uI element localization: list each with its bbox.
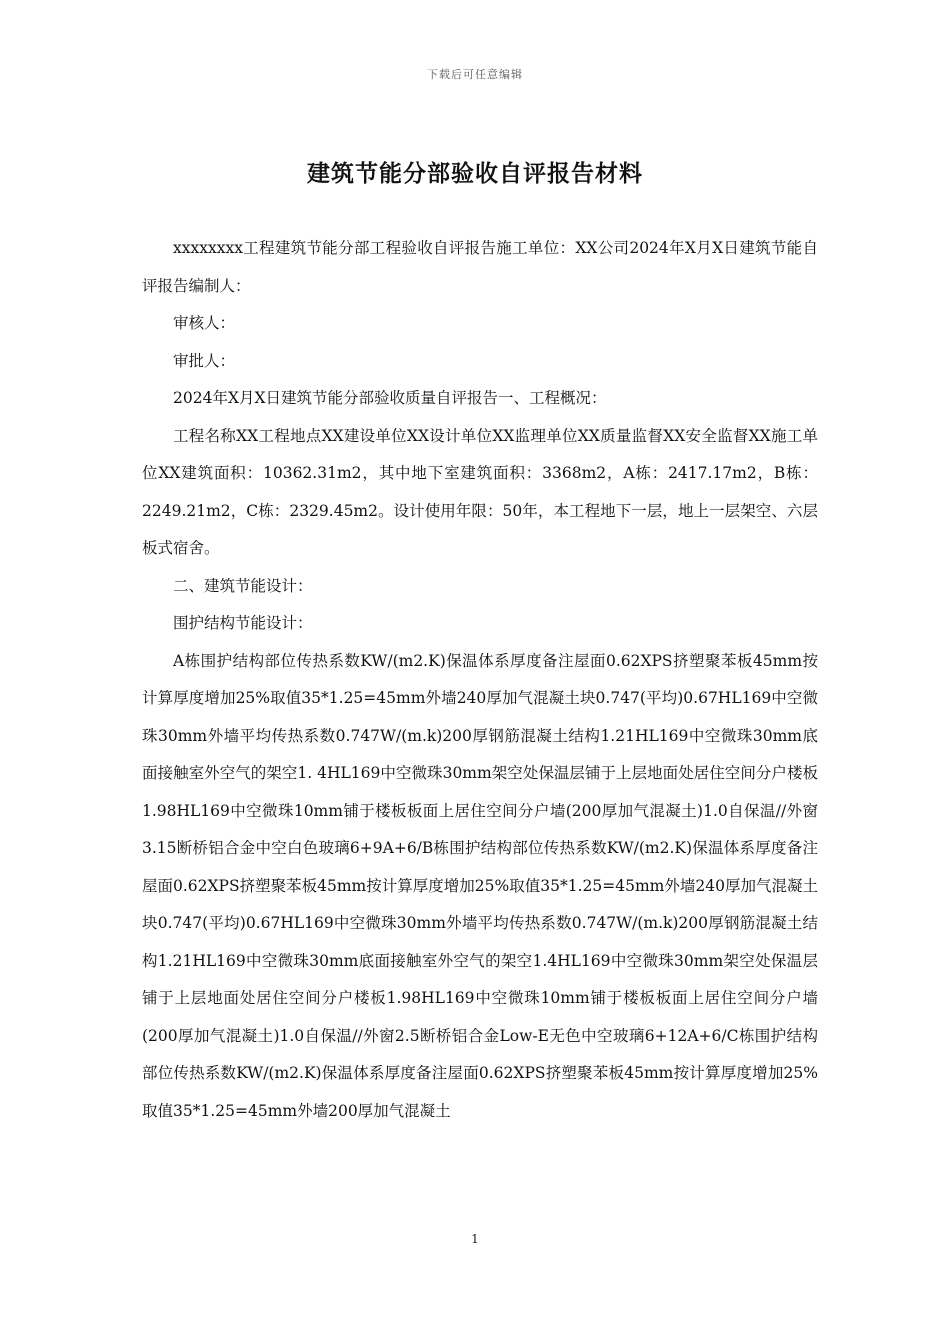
paragraph-approver: 审批人： xyxy=(173,351,236,370)
paragraph-intro: xxxxxxxx工程建筑节能分部工程验收自评报告施工单位：XX公司2024年X月X日建筑节能自评报告编制人： xyxy=(142,239,818,295)
subsection-heading-envelope: 围护结构节能设计： xyxy=(173,614,313,632)
paragraph-date-overview: 2024年X月X日建筑节能分部验收质量自评报告一、工程概况： xyxy=(173,389,607,407)
page-number: 1 xyxy=(471,1232,479,1246)
paragraph-project-info: 工程名称XX工程地点XX建设单位XX设计单位XX监理单位XX质量监督XX安全监督XX施工单位XX建筑面积：10362.31m2，其中地下室建筑面积：3368m2，A栋：2417.17m2，B栋：2249.21m2，C栋：2329.45m2。设计使用年限：50年，本工程地下一层，地上一层架空、六层板式宿舍。 xyxy=(142,426,818,557)
section-heading-energy-design: 二、建筑节能设计： xyxy=(173,576,313,595)
page-header: 下载后可任意编辑 xyxy=(427,68,523,81)
paragraph-reviewer: 审核人： xyxy=(173,314,236,332)
paragraph-envelope-details: A栋围护结构部位传热系数KW/(m2.K)保温体系厚度备注屋面0.62XPS挤塑聚苯板45mm按计算厚度增加25%取值35*1.25=45mm外墙240厚加气混凝土块0.747(平均)0.67HL169中空微珠30mm外墙平均传热系数0.747W/(m.k)200厚钢筋混凝土结构1.21HL169中空微珠30mm底面接触室外空气的架空1. 4HL169中空微珠30mm架空处保温层铺于上层地面处居住空间分户楼板1.98HL169中空微珠10mm铺于楼板板面上居住空间分户墙(200厚加气混凝土)1.0自保温//外窗3.15断桥铝合金中空白色玻璃6+9A+6/B栋围护结构部位传热系数KW/(m2.K)保温体系厚度备注屋面0.62XPS挤塑聚苯板45mm按计算厚度增加25%取值35*1.25=45mm外墙240厚加气混凝土块0.747(平均)0.67HL169中空微珠30mm外墙平均传热系数0.747W/(m.k)200厚钢筋混凝土结构1.21HL169中空微珠30mm底面接触室外空气的架空1.4HL169中空微珠30mm架空处保温层铺于上层地面处居住空间分户楼板1.98HL169中空微珠10mm铺于楼板板面上居住空间分户墙(200厚加气混凝土)1.0自保温//外窗2.5断桥铝合金Low-E无色中空玻璃6+12A+6/C栋围护结构部位传热系数KW/(m2.K)保温体系厚度备注屋面0.62XPS挤塑聚苯板45mm按计算厚度增加25%取值35*1.25=45mm外墙200厚加气混凝土 xyxy=(142,651,818,1120)
document-body xyxy=(142,230,818,1130)
document-title: 建筑节能分部验收自评报告材料 xyxy=(307,160,643,187)
